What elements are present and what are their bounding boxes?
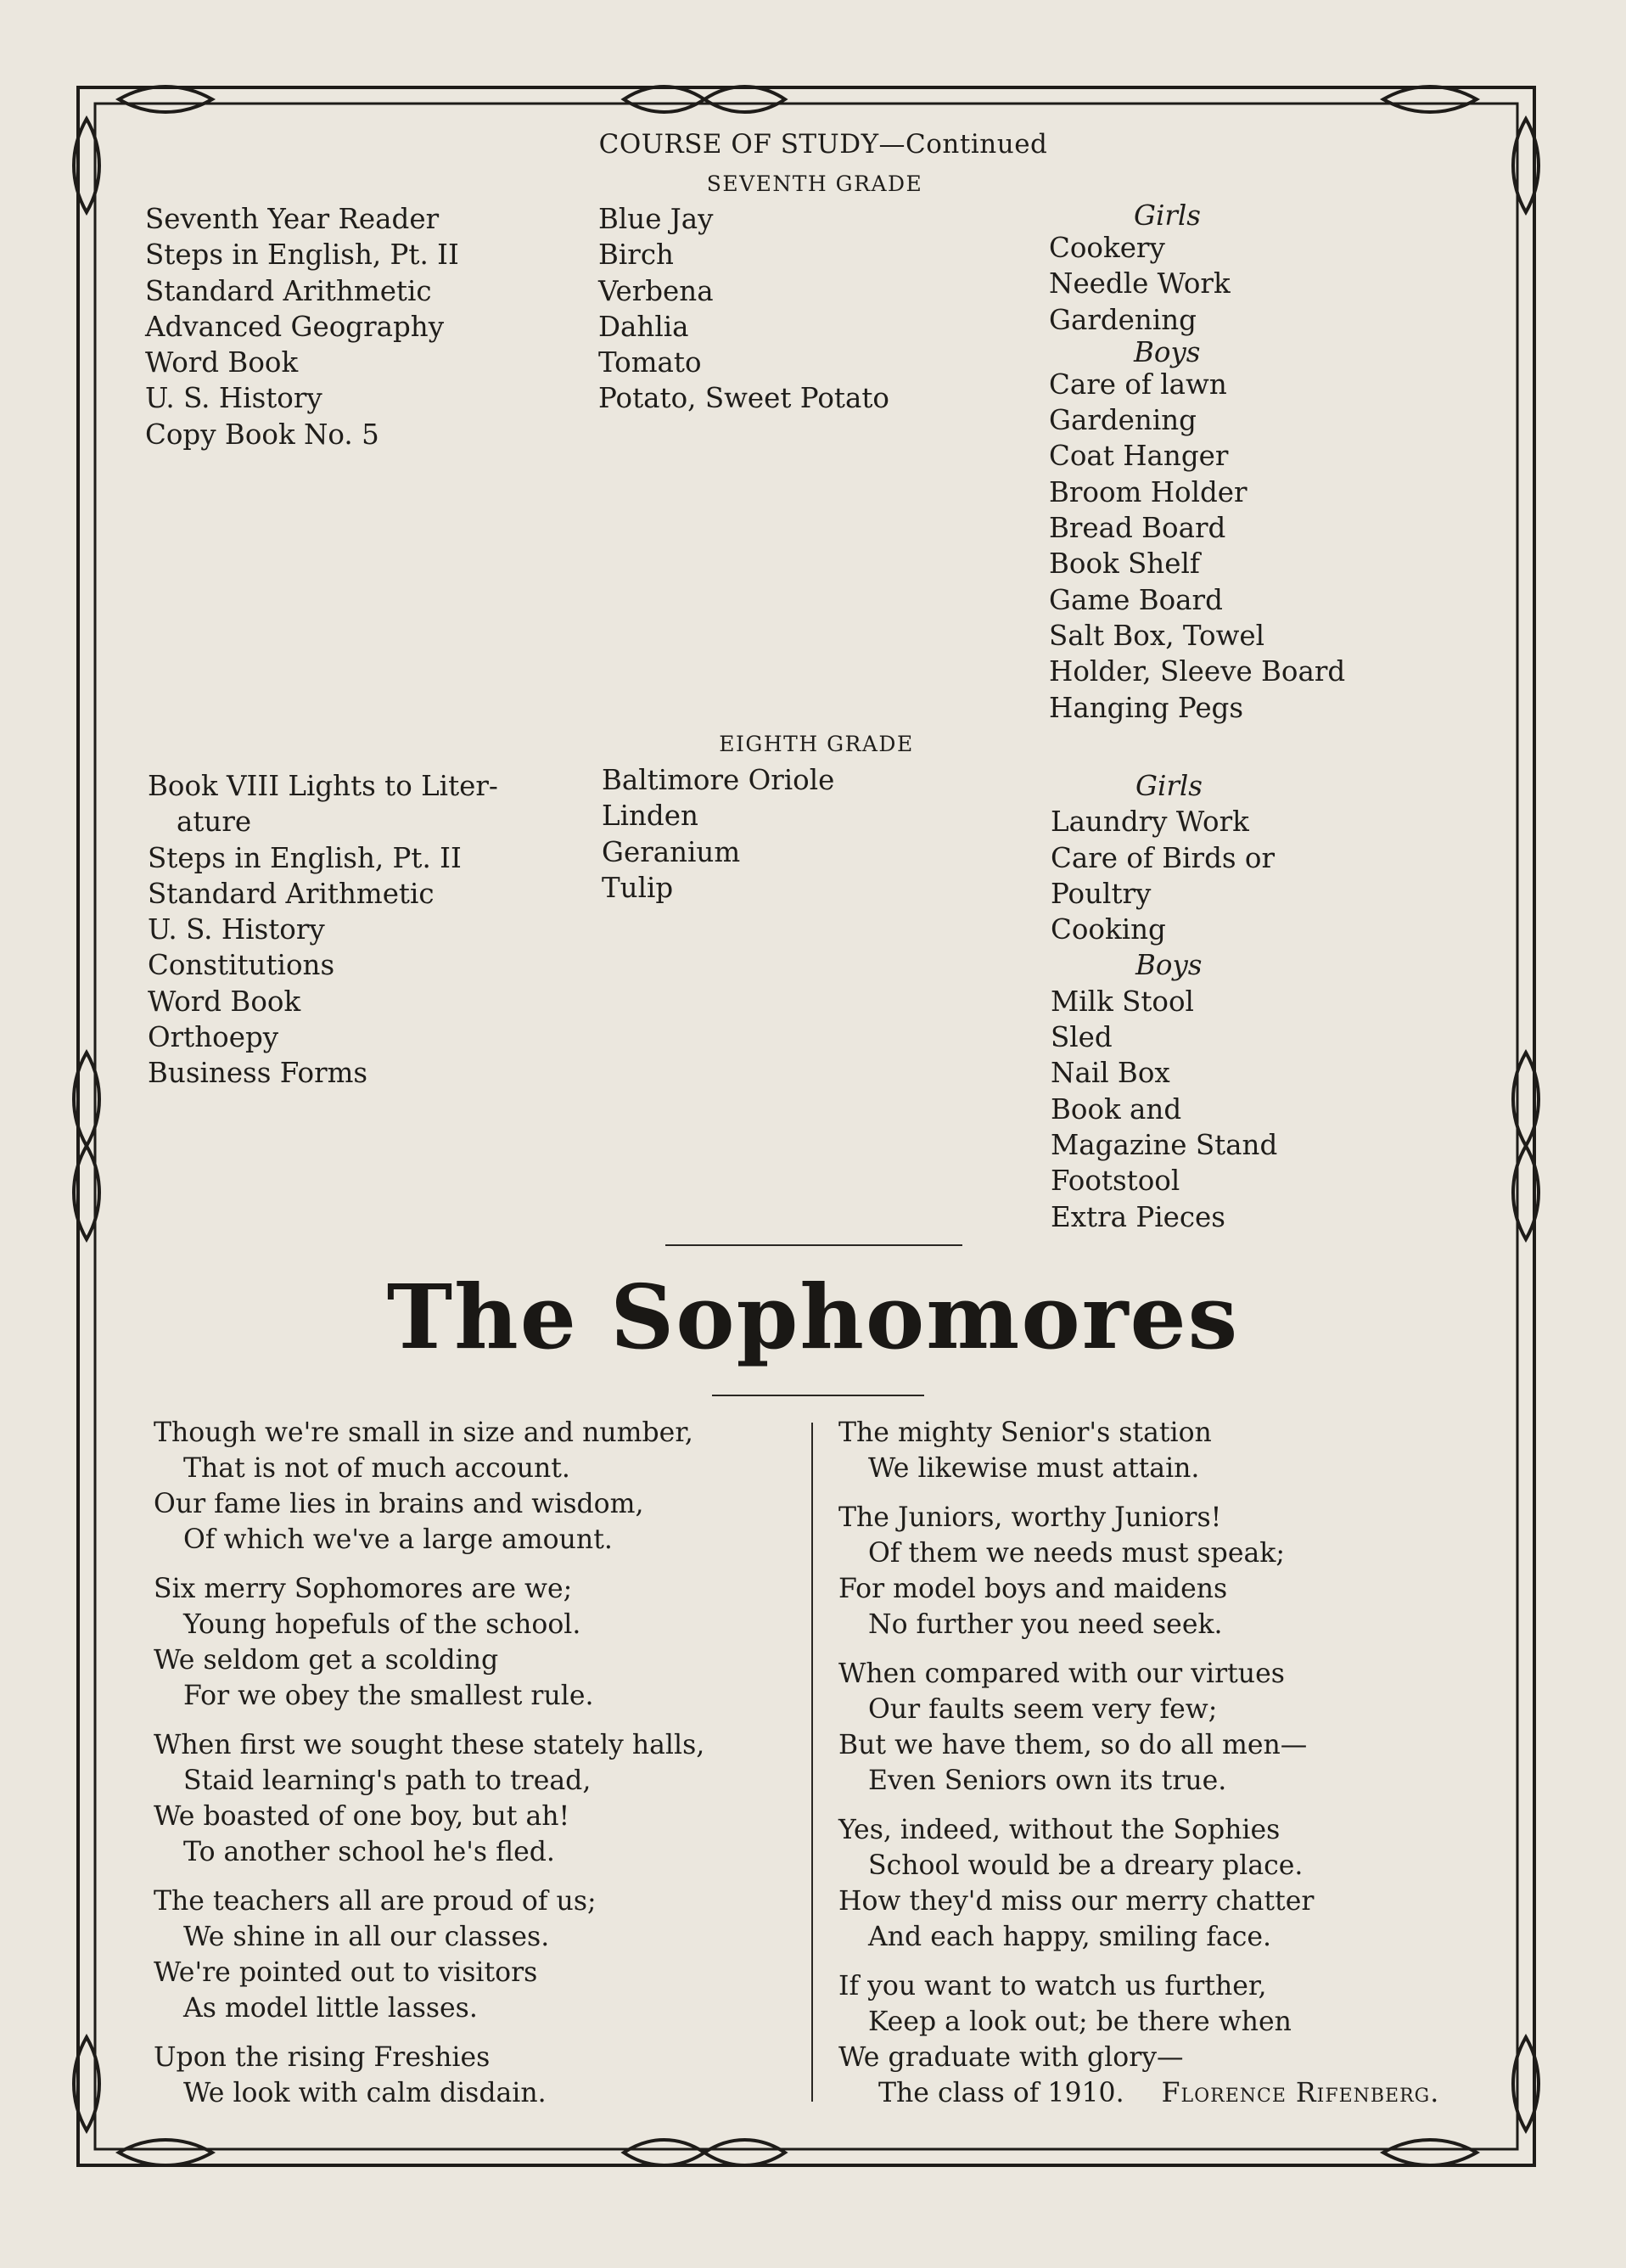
poem-line: For model boys and maidens — [838, 1574, 1228, 1604]
poem-line: We seldom get a scolding — [154, 1645, 499, 1676]
list-item: Cookery — [1049, 232, 1165, 264]
list-item: Tulip — [602, 871, 674, 904]
list-item: Copy Book No. 5 — [145, 418, 379, 451]
poem-line: But we have them, so do all men— — [838, 1730, 1308, 1760]
list-item: Cooking — [1051, 913, 1166, 946]
poem-title: The Sophomores — [386, 1265, 1240, 1369]
list-item: Gardening — [1049, 404, 1197, 437]
list-item: Standard Arithmetic — [148, 877, 435, 910]
list-item: Book and — [1051, 1092, 1182, 1126]
poem-line: Our faults seem very few; — [868, 1694, 1218, 1725]
poem-line: Of them we needs must speak; — [868, 1538, 1285, 1569]
poem-line: We shine in all our classes. — [183, 1922, 550, 1952]
poem-line: And each happy, smiling face. — [868, 1922, 1272, 1952]
seventh-grade-heading: SEVENTH GRADE — [706, 171, 923, 196]
list-item: U. S. History — [148, 913, 325, 946]
poem-line: For we obey the smallest rule. — [183, 1681, 594, 1711]
poem-line: We likewise must attain. — [868, 1453, 1200, 1484]
poem-line: School would be a dreary place. — [868, 1850, 1304, 1881]
boys-subheading: Boys — [1135, 949, 1203, 982]
list-item: Holder, Sleeve Board — [1049, 655, 1346, 688]
stanza — [838, 1415, 1439, 1486]
list-item: Steps in English, Pt. II — [145, 239, 459, 272]
eighth-manual-column — [1051, 768, 1277, 1235]
poem-line: Six merry Sophomores are we; — [154, 1574, 573, 1604]
girls-subheading: Girls — [1134, 199, 1201, 232]
poem-line: Our fame lies in brains and wisdom, — [154, 1489, 644, 1519]
divider — [712, 1395, 924, 1396]
poem-line: Even Seniors own its true. — [868, 1766, 1227, 1796]
poem-left-column — [154, 1415, 704, 2125]
poem-line: How they'd miss our merry chatter — [838, 1886, 1315, 1917]
poem-right-column — [838, 1415, 1439, 2125]
stanza — [154, 2040, 704, 2111]
boys-subheading: Boys — [1134, 335, 1201, 368]
poem-line: When compared with our virtues — [838, 1659, 1285, 1689]
list-item: Geranium — [602, 835, 741, 868]
poem-line: Keep a look out; be there when — [868, 2007, 1292, 2037]
list-item: Book VIII Lights to Liter- — [148, 770, 498, 802]
poem-line: Staid learning's path to tread, — [183, 1766, 592, 1796]
list-item: Advanced Geography — [145, 310, 445, 343]
seventh-manual-column — [1049, 201, 1345, 726]
seventh-nature-column — [598, 201, 889, 417]
list-item: Book Shelf — [1049, 547, 1200, 581]
poem-line: We're pointed out to visitors — [154, 1957, 538, 1988]
eighth-grade-heading: EIGHTH GRADE — [719, 732, 914, 756]
poem-line: We boasted of one boy, but ah! — [154, 1801, 570, 1832]
list-item: Nail Box — [1051, 1057, 1170, 1090]
list-item: Steps in English, Pt. II — [148, 841, 462, 874]
list-item: Verbena — [598, 274, 714, 307]
list-item: Seventh Year Reader — [145, 203, 440, 235]
poem-line: As model little lasses. — [183, 1993, 478, 2024]
list-item: Word Book — [148, 985, 301, 1018]
list-item: Dahlia — [598, 310, 689, 343]
list-item: Standard Arithmetic — [145, 274, 432, 307]
eighth-books-column — [148, 768, 498, 1092]
list-item: Word Book — [145, 346, 299, 379]
list-item: Laundry Work — [1051, 806, 1249, 839]
poem-line: The mighty Senior's station — [838, 1418, 1212, 1448]
list-item: Magazine Stand — [1051, 1128, 1278, 1161]
list-item: Gardening — [1049, 303, 1197, 336]
poem-line: We look with calm disdain. — [183, 2078, 547, 2108]
poem-line: The Juniors, worthy Juniors! — [838, 1502, 1222, 1533]
list-item: Coat Hanger — [1049, 440, 1229, 473]
poem-line: That is not of much account. — [183, 1453, 570, 1484]
poem-line: Young hopefuls of the school. — [183, 1609, 581, 1640]
poem-line: No further you need seek. — [868, 1609, 1223, 1640]
divider — [665, 1244, 962, 1246]
stanza — [838, 1656, 1439, 1799]
stanza — [838, 1812, 1439, 1955]
list-item: Baltimore Oriole — [602, 764, 835, 796]
list-item: Extra Pieces — [1051, 1200, 1225, 1233]
girls-subheading: Girls — [1135, 770, 1203, 802]
list-item: Footstool — [1051, 1165, 1180, 1198]
list-item: Birch — [598, 239, 674, 272]
poem-line: The class of 1910. — [878, 2078, 1124, 2108]
poem-line: Of which we've a large amount. — [183, 1524, 613, 1555]
seventh-books-column — [145, 201, 459, 452]
list-item: Broom Holder — [1049, 475, 1248, 508]
stanza — [154, 1727, 704, 1870]
list-item: Business Forms — [148, 1057, 368, 1090]
poem-line: Yes, indeed, without the Sophies — [838, 1815, 1281, 1845]
poem-line: Upon the rising Freshies — [154, 2042, 491, 2073]
list-item: Orthoepy — [148, 1021, 279, 1054]
poem-line: To another school he's fled. — [183, 1837, 555, 1867]
list-item: Potato, Sweet Potato — [598, 382, 889, 415]
stanza — [838, 1500, 1439, 1642]
poem-line: The teachers all are proud of us; — [154, 1886, 597, 1917]
poem-line: When first we sought these stately halls, — [154, 1730, 705, 1760]
course-of-study-title: COURSE OF STUDY—Continued — [598, 129, 1048, 160]
list-item: Milk Stool — [1051, 985, 1194, 1018]
list-item: Tomato — [598, 346, 702, 379]
poem-closing-line — [838, 2075, 1439, 2111]
list-item: Bread Board — [1049, 512, 1226, 545]
poem-line: We graduate with glory— — [838, 2042, 1184, 2073]
author-signature: Florence Rifenberg. — [1161, 2078, 1440, 2108]
eighth-nature-column — [602, 762, 834, 906]
list-item: Sled — [1051, 1021, 1113, 1054]
stanza — [838, 1968, 1439, 2111]
list-item: Game Board — [1049, 583, 1223, 616]
stanza — [154, 1571, 704, 1714]
poem-line: Though we're small in size and number, — [154, 1418, 693, 1448]
list-item: Care of lawn — [1049, 368, 1227, 401]
list-item: Salt Box, Towel — [1049, 619, 1265, 652]
list-item: ature — [177, 806, 252, 839]
list-item: Care of Birds or — [1051, 841, 1275, 874]
list-item: Linden — [602, 800, 698, 833]
list-item: Hanging Pegs — [1049, 691, 1244, 724]
stanza — [154, 1415, 704, 1558]
list-item: Constitutions — [148, 949, 335, 982]
list-item: Poultry — [1051, 877, 1152, 910]
list-item: U. S. History — [145, 382, 322, 415]
column-divider — [811, 1423, 813, 2102]
poem-line: If you want to watch us further, — [838, 1971, 1267, 2001]
stanza — [154, 1883, 704, 2026]
list-item: Needle Work — [1049, 267, 1231, 300]
list-item: Blue Jay — [598, 203, 714, 235]
